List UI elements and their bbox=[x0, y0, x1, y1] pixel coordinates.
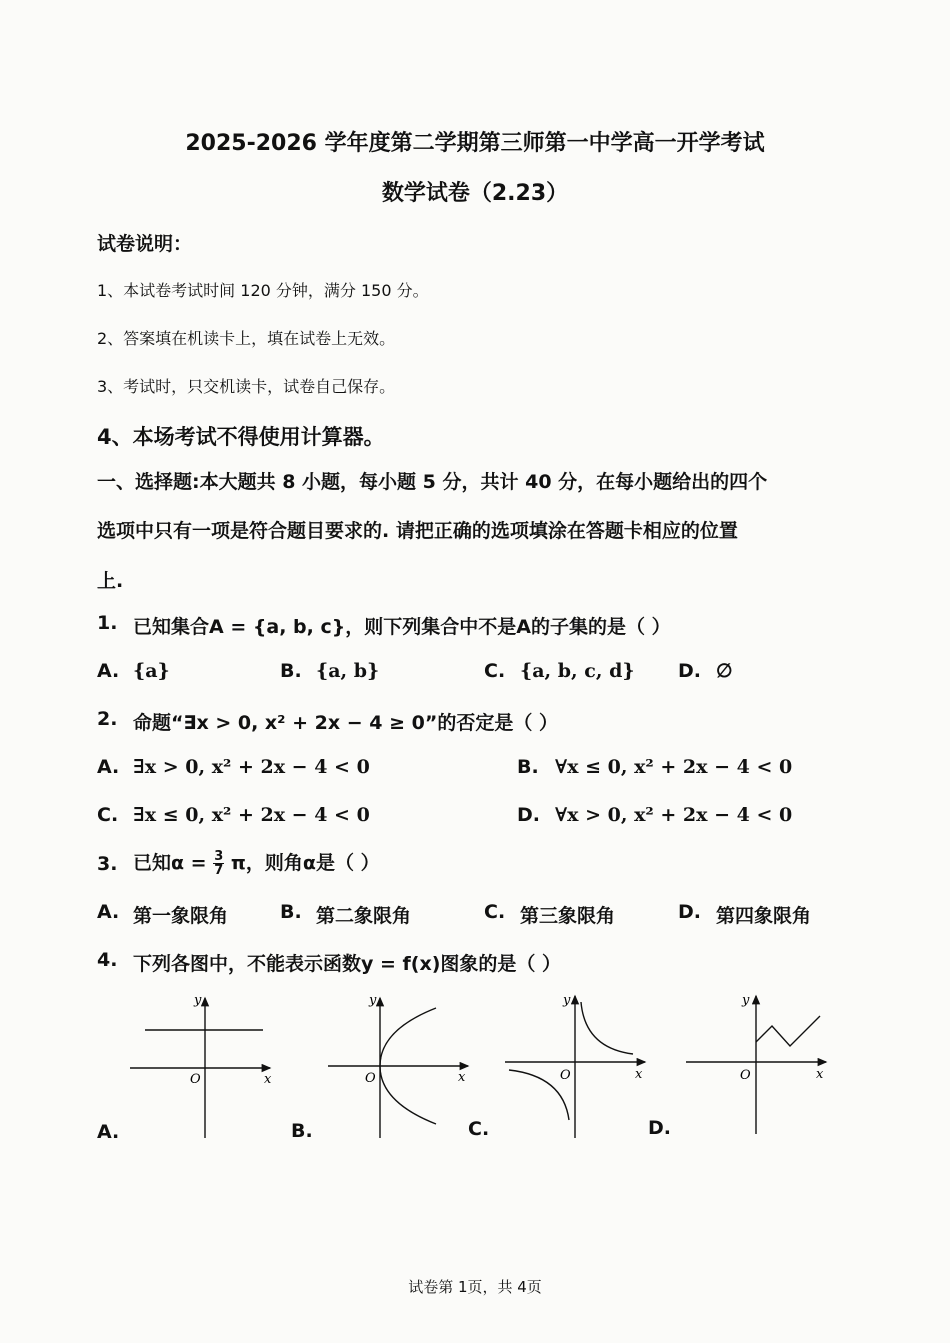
option-label: B. bbox=[280, 660, 302, 682]
option-text: 第一象限角 bbox=[133, 905, 229, 927]
option-label: D. bbox=[678, 901, 701, 923]
section-heading-line2: 选项中只有一项是符合题目要求的. 请把正确的选项填涂在答题卡相应的位置 bbox=[97, 520, 738, 542]
question-number: 4. bbox=[97, 949, 118, 971]
graph-c bbox=[505, 990, 655, 1142]
question-number: 3. bbox=[97, 853, 118, 875]
option-text: {a, b} bbox=[316, 660, 380, 682]
exam-title: 2025-2026 学年度第二学期第三师第一中学高一开学考试 bbox=[185, 131, 765, 156]
option-label: A. bbox=[97, 756, 120, 778]
question-number: 2. bbox=[97, 708, 118, 730]
question-stem bbox=[133, 848, 380, 877]
option-text: 第二象限角 bbox=[316, 905, 412, 927]
option-label: A. bbox=[97, 901, 120, 923]
stem-pre: 已知α = bbox=[133, 852, 207, 874]
x-label: x bbox=[458, 1070, 466, 1085]
fraction-numerator: 3 bbox=[214, 849, 224, 864]
origin-label: O bbox=[740, 1068, 751, 1083]
option-label: B. bbox=[280, 901, 302, 923]
exam-subtitle: 数学试卷（2.23） bbox=[381, 181, 569, 206]
fraction-denominator: 7 bbox=[214, 863, 224, 878]
y-label: y bbox=[563, 993, 571, 1008]
option-text: ∀x > 0, x² + 2x − 4 < 0 bbox=[555, 804, 793, 826]
question-number: 1. bbox=[97, 612, 118, 634]
y-label: y bbox=[194, 993, 202, 1008]
instruction-item: 1、本试卷考试时间 120 分钟，满分 150 分。 bbox=[97, 281, 429, 300]
graph-label: B. bbox=[291, 1120, 313, 1142]
page-footer: 试卷第 1页，共 4页 bbox=[408, 1278, 542, 1296]
option-text: ∃x > 0, x² + 2x − 4 < 0 bbox=[133, 756, 370, 778]
graph-curve bbox=[581, 1002, 633, 1054]
section-heading-line3: 上. bbox=[97, 570, 124, 592]
instruction-item-bold: 4、本场考试不得使用计算器。 bbox=[97, 425, 385, 449]
graph-d bbox=[686, 990, 836, 1142]
x-label: x bbox=[635, 1067, 643, 1082]
x-label: x bbox=[816, 1067, 824, 1082]
option-label: C. bbox=[484, 901, 506, 923]
y-label: y bbox=[369, 993, 377, 1008]
origin-label: O bbox=[190, 1072, 201, 1087]
stem-post: π，则角α是（ ） bbox=[230, 852, 380, 874]
option-label: B. bbox=[517, 756, 539, 778]
graph-curve bbox=[756, 1016, 820, 1046]
option-text: 第三象限角 bbox=[520, 905, 616, 927]
option-label: D. bbox=[678, 660, 701, 682]
graph-label: A. bbox=[97, 1121, 120, 1143]
instructions-heading: 试卷说明： bbox=[97, 233, 193, 255]
graph-label: C. bbox=[468, 1118, 490, 1140]
instruction-item: 2、答案填在机读卡上，填在试卷上无效。 bbox=[97, 329, 396, 348]
question-stem: 命题“∃x > 0, x² + 2x − 4 ≥ 0”的否定是（ ） bbox=[133, 712, 558, 734]
option-label: A. bbox=[97, 660, 120, 682]
option-text: ∀x ≤ 0, x² + 2x − 4 < 0 bbox=[555, 756, 793, 778]
option-label: C. bbox=[484, 660, 506, 682]
graph-b bbox=[328, 990, 478, 1142]
option-text: {a, b, c, d} bbox=[520, 660, 635, 682]
section-heading-line1: 一、选择题:本大题共 8 小题，每小题 5 分，共计 40 分，在每小题给出的四个 bbox=[97, 471, 768, 493]
graph-label: D. bbox=[648, 1117, 671, 1139]
option-label: D. bbox=[517, 804, 540, 826]
origin-label: O bbox=[365, 1071, 376, 1086]
option-label: C. bbox=[97, 804, 119, 826]
option-text: 第四象限角 bbox=[716, 905, 812, 927]
graph-a bbox=[130, 990, 280, 1142]
y-label: y bbox=[742, 993, 750, 1008]
fraction bbox=[213, 850, 224, 877]
option-text: ∅ bbox=[716, 660, 733, 682]
option-text: ∃x ≤ 0, x² + 2x − 4 < 0 bbox=[133, 804, 370, 826]
question-stem: 下列各图中，不能表示函数y = f(x)图象的是（ ） bbox=[133, 953, 562, 975]
option-text: {a} bbox=[133, 660, 170, 682]
origin-label: O bbox=[560, 1068, 571, 1083]
instruction-item: 3、考试时，只交机读卡，试卷自己保存。 bbox=[97, 377, 396, 396]
x-label: x bbox=[264, 1072, 272, 1087]
question-stem: 已知集合A = {a, b, c}，则下列集合中不是A的子集的是（ ） bbox=[133, 616, 671, 638]
